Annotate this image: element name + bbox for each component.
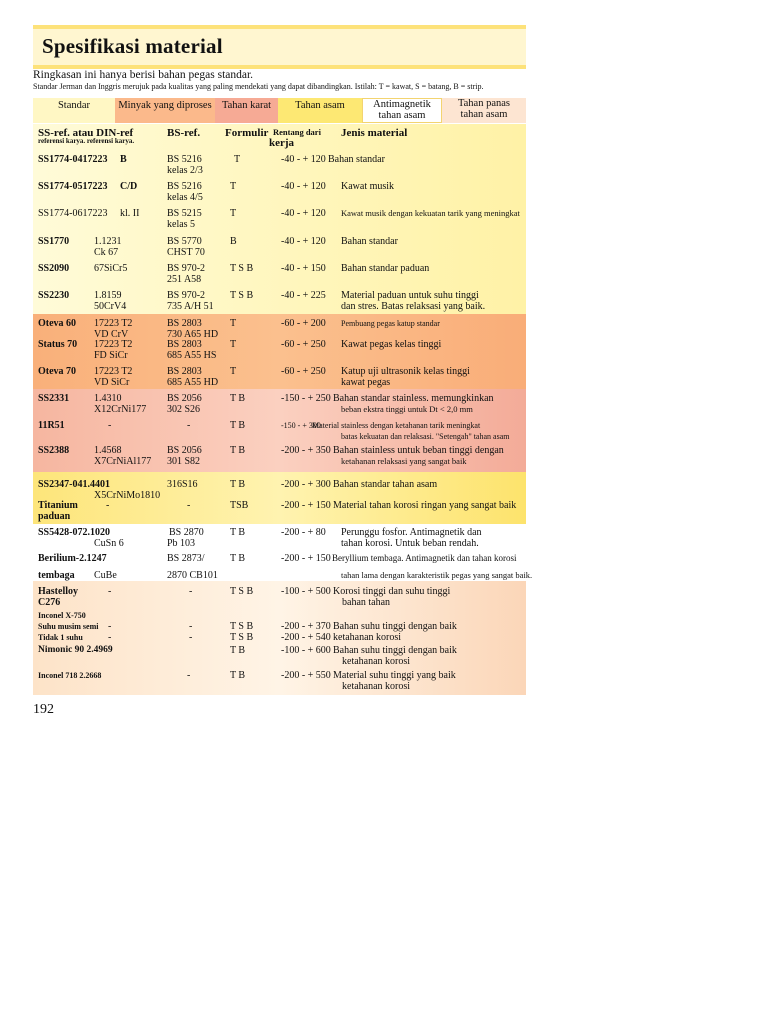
table-row-ss: tembaga bbox=[38, 570, 75, 581]
table-row-din: - bbox=[106, 500, 110, 511]
table-row-range: -200 - + 550 bbox=[281, 670, 331, 681]
table-row-bs: BS 2873/ bbox=[167, 553, 205, 564]
table-row-din: X5CrNiMo1810 bbox=[94, 490, 161, 501]
table-row-ss: Hastelloy C276 bbox=[38, 586, 78, 608]
header-formulir: Formulir bbox=[225, 127, 269, 139]
table-row-ss: 11R51 bbox=[38, 420, 65, 431]
table-row-form: T B bbox=[230, 553, 246, 564]
table-row-form: T S B bbox=[230, 263, 254, 274]
page-title: Spesifikasi material bbox=[42, 34, 223, 58]
table-row-ss: Berilium-2.1247 bbox=[38, 553, 107, 564]
table-row-bs: 316S16 bbox=[167, 479, 198, 490]
table-row-desc: Bahan standar bbox=[341, 236, 398, 247]
table-row-form: T B bbox=[230, 479, 246, 490]
table-row-form: T bbox=[230, 318, 237, 329]
table-row-desc: Perunggu fosfor. Antimagnetik dan tahan korosi. Untuk beban rendah. bbox=[341, 527, 482, 549]
table-row-din: - bbox=[108, 621, 112, 632]
table-row-din: CuBe bbox=[94, 570, 117, 581]
table-row-desc: Bahan stainless untuk beban tinggi dengan ketahanan relaksasi yang sangat baik bbox=[333, 445, 504, 466]
table-row-bs: - bbox=[187, 670, 191, 681]
table-row-ss: Nimonic 90 2.4969 bbox=[38, 645, 113, 655]
table-row-form: T S B bbox=[230, 621, 254, 632]
table-row-bs: - bbox=[189, 586, 193, 597]
table-row-desc: Katup uji ultrasonik kelas tinggi kawat pegas bbox=[341, 366, 470, 388]
table-row-form: T S B bbox=[230, 586, 254, 597]
table-row-bs: - bbox=[187, 500, 191, 511]
table-row-bs: BS 5770 CHST 70 bbox=[167, 236, 205, 258]
table-row-ss: SS1774-0617223 bbox=[38, 208, 108, 219]
table-row-range: -60 - + 250 bbox=[281, 366, 326, 377]
table-row-bs: BS 2803 685 A55 HS bbox=[167, 339, 217, 361]
table-row-din: - bbox=[108, 420, 112, 431]
table-row-bs: - bbox=[189, 621, 193, 632]
table-row-ss: SS1774-0517223 bbox=[38, 181, 108, 192]
legend-tahan-karat: Tahan karat bbox=[215, 98, 278, 123]
legend-antimagnetik: Antimagnetik tahan asam bbox=[362, 98, 442, 123]
table-row-din: kl. II bbox=[120, 208, 140, 219]
table-row-form: TSB bbox=[230, 500, 249, 511]
table-row-form: T S B bbox=[230, 632, 254, 643]
table-row-bs: BS 2056 302 S26 bbox=[167, 393, 202, 415]
table-row-bs: BS 5216 kelas 2/3 bbox=[167, 154, 203, 176]
table-row-ss: SS2230 bbox=[38, 290, 70, 301]
table-row-desc: Material suhu tinggi yang baik ketahanan korosi bbox=[333, 670, 456, 692]
table-row-range: -40 - + 120 bbox=[281, 236, 326, 247]
table-row-ss: SS2331 bbox=[38, 393, 70, 404]
table-row-range: -200 - + 540 bbox=[281, 632, 331, 643]
table-row-desc: Bahan standar tahan asam bbox=[333, 479, 438, 490]
table-row-desc: tahan lama dengan karakteristik pegas yang sangat baik. bbox=[341, 570, 533, 580]
table-row-form: T bbox=[230, 339, 237, 350]
table-row-range: -200 - + 300 bbox=[281, 479, 331, 490]
table-row-bs: 2870 CB101 bbox=[167, 570, 218, 581]
table-row-range: -60 - + 200 bbox=[281, 318, 326, 329]
table-row-desc: Bahan standar bbox=[328, 154, 385, 165]
table-row-desc: Kawat musik dengan kekuatan tarik yang meningkat bbox=[341, 208, 520, 218]
table-row-desc: Material tahan korosi ringan yang sangat baik bbox=[333, 500, 517, 511]
table-row-bs: BS 5215 kelas 5 bbox=[167, 208, 202, 230]
table-row-din: 67SiCr5 bbox=[94, 263, 128, 274]
header-jenis: Jenis material bbox=[341, 127, 408, 139]
table-row-form: T bbox=[234, 154, 241, 165]
table-row-bs: BS 970-2 735 A/H 51 bbox=[167, 290, 214, 312]
table-row-bs: BS 2803 685 A55 HD bbox=[167, 366, 219, 388]
table-row-desc: Bahan suhu tinggi dengan baik ketahanan korosi bbox=[333, 645, 457, 667]
table-row-din: 1.8159 50CrV4 bbox=[94, 290, 127, 312]
table-row-range: -100 - + 500 bbox=[281, 586, 331, 597]
table-row-desc: Bahan standar stainless. memungkinkan beban ekstra tinggi untuk Dt < 2,0 mm bbox=[333, 393, 494, 414]
intro-text: Ringkasan ini hanya berisi bahan pegas standar. bbox=[33, 69, 254, 81]
table-row-din: 1.1231 Ck 67 bbox=[94, 236, 122, 258]
table-row-din: - bbox=[108, 586, 112, 597]
table-row-range: -100 - + 600 bbox=[281, 645, 331, 656]
table-row-din: 1.4310 X12CrNi177 bbox=[94, 393, 147, 415]
table-row-bs: - bbox=[189, 632, 193, 643]
table-row-range: -40 - + 225 bbox=[281, 290, 326, 301]
table-row-range: -200 - + 370 bbox=[281, 621, 331, 632]
table-row-ss: Inconel 718 2.2668 bbox=[38, 671, 102, 680]
table-row-range: -60 - + 250 bbox=[281, 339, 326, 350]
table-row-ss: Suhu musim semi bbox=[38, 622, 99, 631]
table-row-bs: BS 5216 kelas 4/5 bbox=[167, 181, 203, 203]
table-row-form: T B bbox=[230, 445, 246, 456]
table-row-din: 1.4568 X7CrNiAl177 bbox=[94, 445, 152, 467]
table-row-din: C/D bbox=[120, 181, 138, 192]
table-row-bs: BS 2803 730 A65 HD bbox=[167, 318, 219, 340]
table-row-form: T B bbox=[230, 645, 246, 656]
table-row-ss: SS2090 bbox=[38, 263, 70, 274]
table-row-desc: Bahan standar paduan bbox=[341, 263, 430, 274]
legend-tahan-asam: Tahan asam bbox=[278, 98, 362, 123]
table-row-desc: Material paduan untuk suhu tinggi dan stres. Batas relaksasi yang baik. bbox=[341, 290, 486, 312]
table-row-din: 17223 T2 VD SiCr bbox=[94, 366, 133, 388]
table-row-ss: Tidak 1 suhu bbox=[38, 633, 83, 642]
table-row-desc: Bahan suhu tinggi dengan baik bbox=[333, 621, 457, 632]
table-row-range: -40 - + 150 bbox=[281, 263, 326, 274]
table-row-desc: Beryllium tembaga. Antimagnetik dan tahan korosi bbox=[332, 553, 517, 563]
header-rentang: Rentang dari bbox=[273, 127, 321, 137]
table-row-ss: Inconel X-750 bbox=[38, 611, 86, 620]
table-row-range: -200 - + 150 bbox=[281, 500, 331, 511]
legend-standar: Standar bbox=[33, 98, 115, 123]
legend-minyak: Minyak yang diproses bbox=[115, 98, 215, 123]
table-row-desc: Korosi tinggi dan suhu tinggi bahan tahan bbox=[333, 586, 451, 608]
table-row-form: T bbox=[230, 208, 237, 219]
table-row-desc: ketahanan korosi bbox=[333, 632, 402, 643]
table-row-form: T B bbox=[230, 393, 246, 404]
table-row-ss: SS2388 bbox=[38, 445, 70, 456]
table-row-ss: SS1770 bbox=[38, 236, 70, 247]
table-row-range: -150 - + 250 bbox=[281, 393, 331, 404]
table-row-ss: Oteva 60 bbox=[38, 318, 77, 329]
table-row-ss: SS5428-072.1020 bbox=[38, 527, 110, 538]
table-row-desc: Kawat musik bbox=[341, 181, 395, 192]
table-row-form: T bbox=[230, 181, 237, 192]
table-row-din: - bbox=[108, 632, 112, 643]
table-row-form: T B bbox=[230, 527, 246, 538]
band-standar bbox=[33, 124, 526, 314]
table-row-desc: Kawat pegas kelas tinggi bbox=[341, 339, 442, 350]
legend-tahan-panas: Tahan panas tahan asam bbox=[442, 98, 526, 123]
table-row-din: 17223 T2 FD SiCr bbox=[94, 339, 133, 361]
table-row-din: 17223 T2 VD CrV bbox=[94, 318, 133, 340]
table-row-form: T bbox=[230, 366, 237, 377]
table-row-range: -40 - + 120 bbox=[281, 208, 326, 219]
table-row-form: B bbox=[230, 236, 237, 247]
page-number: 192 bbox=[33, 702, 54, 717]
header-kerja: kerja bbox=[269, 137, 295, 149]
table-row-range: -200 - + 350 bbox=[281, 445, 331, 456]
header-ssref-sub: referensi karya. referensi karya. bbox=[38, 137, 135, 145]
table-row-desc: Pembuang pegas katup standar bbox=[341, 319, 440, 328]
table-row-din: B bbox=[120, 154, 127, 165]
table-row-desc: Material stainless dengan ketahanan tarik meningkat batas kekuatan dan relaksasi. "Setengah" tahan asam bbox=[312, 421, 510, 441]
table-row-range: -40 - + 120 bbox=[281, 181, 326, 192]
table-row-bs: BS 970-2 251 A58 bbox=[167, 263, 206, 285]
table-row-ss: Titanium paduan bbox=[38, 500, 78, 522]
table-row-form: T B bbox=[230, 670, 246, 681]
table-row-ss: Status 70 bbox=[38, 339, 78, 350]
table-row-form: T S B bbox=[230, 290, 254, 301]
header-bsref: BS-ref. bbox=[167, 127, 201, 139]
table-row-ss: Oteva 70 bbox=[38, 366, 77, 377]
table-row-bs: BS 2870 Pb 103 bbox=[167, 527, 204, 549]
intro-note: Standar Jerman dan Inggris merujuk pada kualitas yang paling mendekati yang dapat dibandingkan. Istilah: T = kawat, S = batang, B = strip. bbox=[33, 82, 484, 91]
table-row-range: -200 - + 80 bbox=[281, 527, 326, 538]
table-row-bs: - bbox=[187, 420, 191, 431]
table-row-range: -200 - + 150 bbox=[281, 553, 331, 564]
table-row-range: -40 - + 120 bbox=[281, 154, 326, 165]
table-row-form: T B bbox=[230, 420, 246, 431]
table-row-din: CuSn 6 bbox=[94, 538, 124, 549]
table-row-ss: SS1774-0417223 bbox=[38, 154, 108, 165]
table-row-bs: BS 2056 301 S82 bbox=[167, 445, 202, 467]
table-row-ss: SS2347-041.4401 bbox=[38, 479, 110, 490]
table-row-range: -150 - + 300 bbox=[281, 421, 321, 430]
header-ssref: SS-ref. atau DIN-ref bbox=[38, 127, 134, 139]
